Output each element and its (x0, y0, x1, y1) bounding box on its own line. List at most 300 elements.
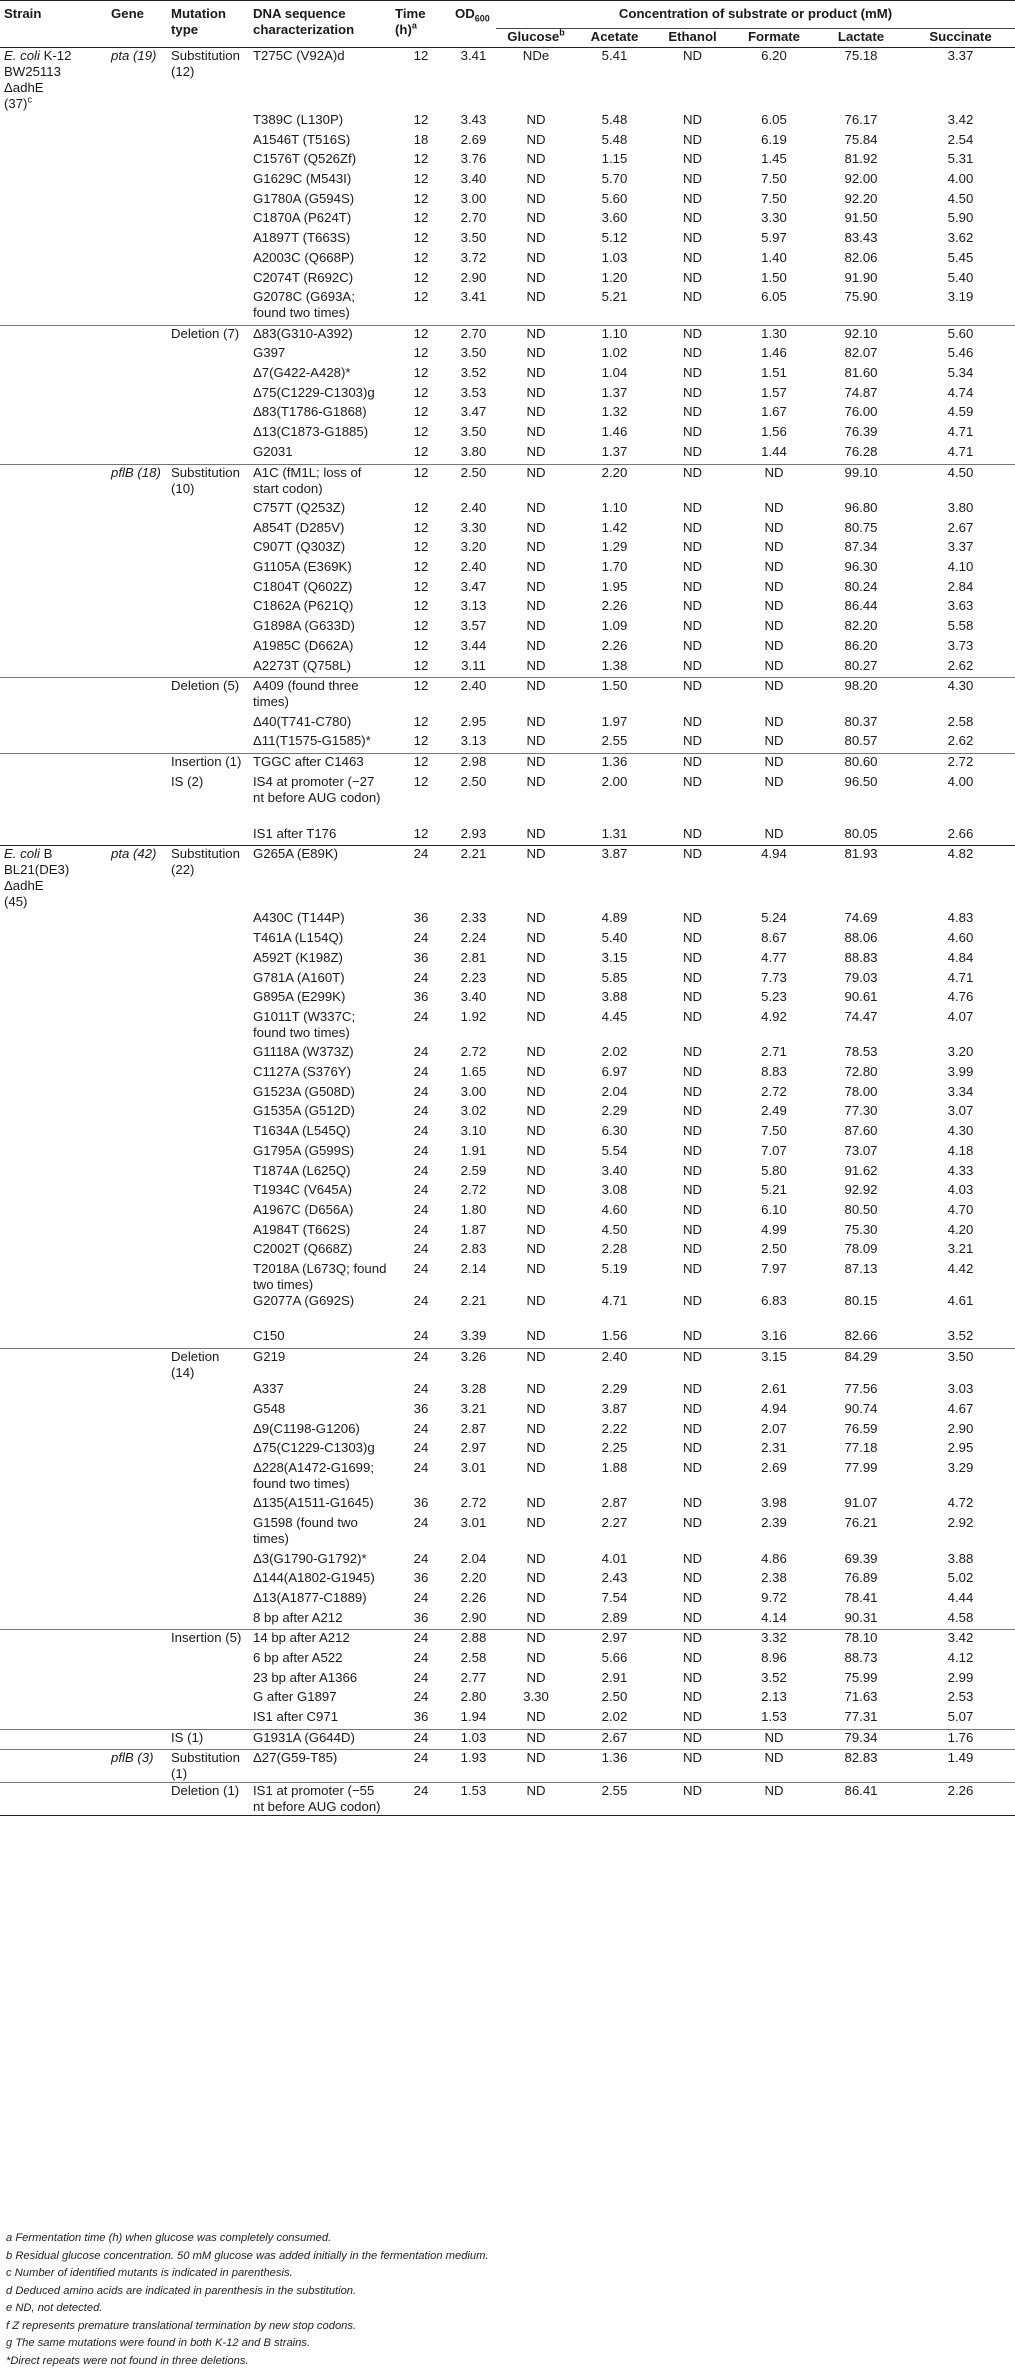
ethanol-cell: ND (682, 1103, 703, 1119)
od600-cell: 2.70 (460, 210, 487, 226)
dna-sequence-cell: G1780A (G594S) (253, 190, 355, 206)
succinate-cell: 4.20 (947, 1221, 974, 1237)
header-succinate: Succinate (906, 29, 1015, 48)
glucose-cell: ND (526, 969, 546, 985)
od600-cell: 2.04 (460, 1550, 487, 1566)
succinate-cell: 5.58 (947, 618, 974, 634)
table-row (0, 289, 1015, 325)
formate-cell: ND (764, 578, 784, 594)
gene-cell (107, 520, 167, 540)
od600-cell: 3.01 (460, 1459, 487, 1475)
mutation-type-cell (167, 345, 249, 365)
formate-cell: 6.20 (732, 48, 816, 113)
od600-cell: 3.47 (460, 578, 487, 594)
strain-cell (0, 1460, 107, 1496)
succinate-cell: 3.20 (947, 1044, 974, 1060)
strain-cell (0, 404, 107, 424)
acetate-cell: 4.01 (601, 1550, 628, 1566)
acetate-cell: 4.50 (601, 1221, 628, 1237)
acetate-cell: 3.40 (601, 1162, 628, 1178)
ethanol-cell: ND (682, 500, 703, 515)
gene-cell (107, 1241, 167, 1261)
table-row (0, 1783, 1015, 1816)
lactate-cell: 80.27 (844, 657, 878, 673)
ethanol-cell: ND (682, 1550, 703, 1566)
formate-cell: 5.80 (761, 1162, 787, 1178)
header-od600: $OD_{600}$ (451, 1, 496, 48)
succinate-cell: 4.61 (947, 1292, 974, 1308)
table-row (0, 754, 1015, 774)
acetate-cell: 1.37 (601, 443, 628, 459)
acetate-cell: 5.12 (601, 230, 628, 246)
gene-cell (107, 910, 167, 930)
gene-cell (107, 774, 167, 826)
lactate-cell: 90.61 (844, 989, 878, 1005)
table-row (0, 658, 1015, 678)
glucose-cell: 3.30 (523, 1689, 549, 1705)
dna-sequence-cell: Δ75(C1229-C1303)g (253, 1440, 375, 1456)
strain-cell (0, 210, 107, 230)
lactate-cell: 86.20 (844, 637, 878, 653)
lactate-cell: 76.21 (844, 1515, 878, 1531)
mutation-type-cell (167, 658, 249, 678)
lactate-cell: 88.83 (844, 949, 878, 965)
mutation-type-cell (167, 1143, 249, 1163)
table-row (0, 1670, 1015, 1690)
succinate-cell: 2.72 (906, 754, 1015, 774)
dna-sequence-cell: C1870A (P624T) (253, 210, 352, 226)
dna-sequence-cell: IS1 after T176 (253, 825, 337, 841)
glucose-cell: ND (526, 1064, 546, 1080)
ethanol-cell: ND (682, 1381, 703, 1397)
time-cell: 24 (413, 1589, 429, 1605)
strain-cell (0, 1570, 107, 1590)
gene-cell (107, 1610, 167, 1630)
mutation-type-cell: Deletion (14) (167, 1349, 249, 1382)
mutation-type-cell (167, 1182, 249, 1202)
glucose-cell: ND (526, 578, 546, 594)
table-row (0, 1222, 1015, 1242)
mutation-type-cell (167, 210, 249, 230)
formate-cell: 7.50 (761, 190, 787, 206)
dna-sequence-cell: G1598 (found two times) (253, 1515, 358, 1547)
dna-sequence-cell: G2078C (G693A; found two times) (253, 289, 355, 321)
succinate-cell: 4.58 (947, 1609, 974, 1625)
lactate-cell: 92.00 (844, 171, 878, 187)
mutation-type-cell (167, 1123, 249, 1143)
succinate-cell: 3.21 (947, 1241, 974, 1257)
lactate-cell: 77.30 (844, 1103, 878, 1119)
formate-cell: 8.83 (761, 1064, 787, 1080)
footnote: c Number of identified mutants is indicated in parenthesis. (6, 2267, 293, 2279)
acetate-cell: 2.22 (601, 1420, 628, 1436)
dna-sequence-cell: Δ144(A1802-G1945) (253, 1570, 375, 1586)
succinate-cell: 4.60 (947, 930, 974, 946)
succinate-cell: 2.92 (947, 1515, 974, 1531)
dna-sequence-cell: IS1 at promoter (−55 nt before AUG codon) (249, 1783, 391, 1816)
table-row (0, 325, 1015, 345)
strain-cell (0, 1084, 107, 1104)
od600-cell: 3.00 (460, 1083, 487, 1099)
dna-sequence-cell: Δ13(C1873-G1885) (253, 424, 369, 440)
table-row (0, 579, 1015, 599)
ethanol-cell: ND (682, 1459, 703, 1475)
formate-cell: 1.51 (761, 365, 787, 381)
ethanol-cell: ND (682, 151, 703, 167)
acetate-cell: 1.31 (601, 825, 628, 841)
mutation-type-cell (167, 1044, 249, 1064)
time-cell: 24 (413, 1550, 429, 1566)
gene-cell (107, 559, 167, 579)
glucose-cell: ND (526, 1123, 546, 1139)
acetate-cell: 1.04 (601, 365, 628, 381)
table-row (0, 1709, 1015, 1729)
mutation-type-cell (167, 559, 249, 579)
succinate-cell: 4.59 (947, 404, 974, 420)
strain-cell (0, 1381, 107, 1401)
od600-cell: 3.39 (460, 1328, 487, 1344)
table-row (0, 365, 1015, 385)
table-row (0, 714, 1015, 734)
acetate-cell: 1.32 (601, 404, 628, 420)
dna-sequence-cell: Δ7(G422-A428)* (253, 365, 351, 381)
glucose-cell: ND (526, 1550, 546, 1566)
strain-cell (0, 112, 107, 132)
formate-cell: 2.31 (761, 1440, 787, 1456)
time-cell: 24 (413, 1008, 429, 1024)
ethanol-cell: ND (682, 1669, 703, 1685)
succinate-cell: 4.00 (947, 171, 974, 187)
time-cell: 24 (413, 1260, 429, 1276)
od600-cell: 2.40 (460, 500, 487, 515)
strain-cell (0, 1551, 107, 1571)
succinate-cell: 2.26 (906, 1783, 1015, 1816)
dna-sequence-cell: Δ228(A1472-G1699; found two times) (253, 1459, 374, 1491)
od600-cell: 2.40 (451, 678, 496, 714)
strain-cell (0, 733, 107, 753)
strain-cell: E. coli K-12 BW25113 ΔadhE $(37)^c$ (0, 48, 107, 113)
table-row (0, 500, 1015, 520)
dna-sequence-cell: IS4 at promoter (−27 nt before AUG codon) (253, 773, 381, 805)
acetate-cell: 5.85 (601, 969, 628, 985)
gene-cell (107, 1222, 167, 1242)
header-mutation-type: Mutation type (167, 1, 249, 48)
lactate-cell: 75.84 (844, 131, 878, 147)
mutation-type-cell (167, 638, 249, 658)
gene-cell (107, 1783, 167, 1816)
glucose-cell: NDe (496, 48, 576, 113)
time-cell: 12 (413, 637, 429, 653)
ethanol-cell: ND (682, 539, 703, 555)
gene-cell (107, 1495, 167, 1515)
dna-sequence-cell: G1523A (G508D) (253, 1083, 355, 1099)
strain-cell (0, 289, 107, 325)
gene-cell (107, 579, 167, 599)
gene-cell (107, 678, 167, 714)
ethanol-cell: ND (682, 1044, 703, 1060)
table-row (0, 1163, 1015, 1183)
lactate-cell: 82.83 (816, 1750, 906, 1783)
strain-cell (0, 151, 107, 171)
succinate-cell: 2.62 (947, 657, 974, 673)
formate-cell: ND (764, 825, 784, 841)
table-row (0, 404, 1015, 424)
time-cell: 12 (391, 464, 451, 500)
ethanol-cell: ND (682, 1328, 703, 1344)
lactate-cell: 78.41 (844, 1589, 878, 1605)
od600-cell: 3.80 (460, 443, 487, 459)
table-row (0, 191, 1015, 211)
dna-sequence-cell: Δ135(A1511-G1645) (253, 1495, 374, 1511)
lactate-cell: 74.69 (844, 910, 878, 926)
time-cell: 24 (413, 1515, 429, 1531)
lactate-cell: 78.09 (844, 1241, 878, 1257)
formate-cell: ND (732, 1783, 816, 1816)
time-cell: 24 (413, 1689, 429, 1705)
glucose-cell: ND (526, 171, 546, 187)
succinate-cell: 5.34 (947, 365, 974, 381)
od600-cell: 3.72 (460, 249, 487, 265)
time-cell: 24 (413, 1669, 429, 1685)
mutation-type-cell (167, 1293, 249, 1329)
dna-sequence-cell: T1874A (L625Q) (253, 1162, 351, 1178)
lactate-cell: 78.00 (844, 1083, 878, 1099)
gene-cell (107, 345, 167, 365)
strain-cell (0, 638, 107, 658)
mutation-type-cell (167, 733, 249, 753)
glucose-cell: ND (526, 249, 546, 265)
strain-cell (0, 520, 107, 540)
table-row (0, 1349, 1015, 1382)
gene-cell (107, 598, 167, 618)
dna-sequence-cell: C2074T (R692C) (253, 269, 354, 285)
strain-cell (0, 826, 107, 846)
mutation-type-cell (167, 1650, 249, 1670)
formate-cell: 6.10 (761, 1201, 787, 1217)
mutation-type-cell (167, 1381, 249, 1401)
table-row (0, 618, 1015, 638)
od600-cell: 3.50 (460, 424, 487, 440)
formate-cell: 1.44 (761, 443, 787, 459)
glucose-cell: ND (526, 365, 546, 381)
dna-sequence-cell: C150 (253, 1328, 285, 1344)
time-cell: 12 (413, 598, 429, 614)
mutation-type-cell (167, 910, 249, 930)
lactate-cell: 74.47 (844, 1008, 878, 1024)
formate-cell: 6.05 (761, 112, 787, 127)
table-row (0, 1241, 1015, 1261)
ethanol-cell: ND (682, 1142, 703, 1158)
lactate-cell: 91.90 (844, 269, 878, 285)
od600-cell: 1.80 (460, 1201, 487, 1217)
gene-cell (107, 1143, 167, 1163)
strain-cell (0, 559, 107, 579)
succinate-cell: 2.99 (947, 1669, 974, 1685)
ethanol-cell: ND (682, 1650, 703, 1665)
ethanol-cell: ND (682, 404, 703, 420)
table-row (0, 1123, 1015, 1143)
table-row (0, 151, 1015, 171)
lactate-cell: 80.37 (844, 713, 878, 729)
succinate-cell: 3.37 (947, 539, 974, 555)
formate-cell: 1.40 (761, 249, 787, 265)
succinate-cell: 4.76 (947, 989, 974, 1005)
table-row (0, 1064, 1015, 1084)
od600-cell: 3.26 (451, 1349, 496, 1382)
acetate-cell: 2.20 (576, 464, 653, 500)
ethanol-cell: ND (682, 1420, 703, 1436)
formate-cell: 4.86 (761, 1550, 787, 1566)
mutation-type-cell (167, 365, 249, 385)
ethanol-cell: ND (653, 1729, 732, 1750)
dna-sequence-cell: G895A (E299K) (253, 989, 346, 1005)
glucose-cell: ND (526, 618, 546, 634)
lactate-cell: 75.99 (844, 1669, 878, 1685)
lactate-cell: 92.92 (844, 1182, 878, 1198)
table-row (0, 1182, 1015, 1202)
ethanol-cell: ND (682, 1589, 703, 1605)
lactate-cell: 82.66 (844, 1328, 878, 1344)
table-row (0, 678, 1015, 714)
dna-sequence-cell: A409 (found three times) (249, 678, 391, 714)
dna-sequence-cell: C757T (Q253Z) (253, 500, 346, 515)
strain-cell (0, 1009, 107, 1045)
ethanol-cell: ND (682, 1064, 703, 1080)
mutation-type-cell: Substitution (1) (167, 1750, 249, 1783)
glucose-cell: ND (526, 1589, 546, 1605)
table-row (0, 638, 1015, 658)
glucose-cell: ND (526, 443, 546, 459)
lactate-cell: 76.00 (844, 404, 878, 420)
formate-cell: ND (764, 519, 784, 535)
lactate-cell: 92.20 (844, 190, 878, 206)
od600-cell: 3.28 (460, 1381, 487, 1397)
mutation-type-cell (167, 1222, 249, 1242)
strain-cell (0, 1650, 107, 1670)
time-cell: 24 (391, 1349, 451, 1382)
acetate-cell: 2.40 (576, 1349, 653, 1382)
strain-cell (0, 1401, 107, 1421)
succinate-cell: 4.74 (947, 384, 974, 400)
strain-cell (0, 1590, 107, 1610)
glucose-cell: ND (496, 754, 576, 774)
time-cell: 12 (413, 559, 429, 575)
time-cell: 24 (413, 1241, 429, 1257)
glucose-cell: ND (526, 131, 546, 147)
glucose-cell: ND (526, 1440, 546, 1456)
od600-cell: 1.53 (451, 1783, 496, 1816)
table-row (0, 1440, 1015, 1460)
time-cell: 12 (413, 404, 429, 420)
succinate-cell: 3.73 (947, 637, 974, 653)
od600-cell: 2.70 (451, 325, 496, 345)
acetate-cell: 3.15 (601, 949, 628, 965)
dna-sequence-cell: A1967C (D656A) (253, 1201, 354, 1217)
dna-sequence-cell: 8 bp after A212 (253, 1609, 343, 1625)
ethanol-cell: ND (682, 171, 703, 187)
succinate-cell: 3.07 (947, 1103, 974, 1119)
ethanol-cell: ND (682, 1182, 703, 1198)
glucose-cell: ND (526, 1103, 546, 1119)
mutation-type-cell: IS (1) (167, 1729, 249, 1750)
ethanol-cell: ND (682, 598, 703, 614)
glucose-cell: ND (526, 500, 546, 515)
od600-cell: 3.50 (460, 345, 487, 361)
ethanol-cell: ND (682, 112, 703, 127)
strain-cell (0, 579, 107, 599)
lactate-cell: 72.80 (844, 1064, 878, 1080)
mutation-type-cell (167, 989, 249, 1009)
dna-sequence-cell: Δ83(G310-A392) (249, 325, 391, 345)
succinate-cell: 1.76 (906, 1729, 1015, 1750)
od600-cell: 1.65 (460, 1064, 487, 1080)
gene-cell (107, 950, 167, 970)
strain-cell (0, 970, 107, 990)
time-cell: 12 (413, 190, 429, 206)
succinate-cell: 3.19 (947, 289, 974, 305)
dna-sequence-cell: Δ83(T1786-G1868) (253, 404, 367, 420)
time-cell: 24 (413, 1083, 429, 1099)
strain-cell (0, 500, 107, 520)
time-cell: 24 (413, 1103, 429, 1119)
formate-cell: 4.94 (732, 846, 816, 911)
acetate-cell: 3.87 (576, 846, 653, 911)
lactate-cell: 98.20 (816, 678, 906, 714)
ethanol-cell: ND (653, 464, 732, 500)
formate-cell: 3.16 (761, 1328, 787, 1344)
lactate-cell: 88.06 (844, 930, 878, 946)
succinate-cell: 1.49 (906, 1750, 1015, 1783)
dna-sequence-cell: T2018A (L673Q; found two times) (253, 1260, 387, 1292)
gene-cell (107, 1590, 167, 1610)
table-row (0, 1610, 1015, 1630)
glucose-cell: ND (526, 1083, 546, 1099)
strain-cell (0, 598, 107, 618)
mutation-type-cell (167, 1515, 249, 1551)
dna-sequence-cell: Δ13(A1877-C1889) (253, 1589, 367, 1605)
glucose-cell: ND (526, 1241, 546, 1257)
strain-cell (0, 539, 107, 559)
dna-sequence-cell: Δ75(C1229-C1303)g (253, 384, 375, 400)
formate-cell: 2.13 (761, 1689, 787, 1705)
gene-cell (107, 1182, 167, 1202)
acetate-cell: 2.25 (601, 1440, 628, 1456)
gene-cell (107, 930, 167, 950)
table-row (0, 1460, 1015, 1496)
mutation-type-cell (167, 191, 249, 211)
time-cell: 12 (413, 345, 429, 361)
lactate-cell: 87.34 (844, 539, 878, 555)
mutation-type-cell (167, 1460, 249, 1496)
mutation-type-cell (167, 714, 249, 734)
glucose-cell: ND (526, 1400, 546, 1416)
acetate-cell: 5.41 (576, 48, 653, 113)
acetate-cell: 4.60 (601, 1201, 628, 1217)
glucose-cell: ND (526, 733, 546, 749)
od600-cell: 3.21 (460, 1400, 487, 1416)
formate-cell: 3.15 (732, 1349, 816, 1382)
od600-cell: 1.03 (451, 1729, 496, 1750)
dna-sequence-cell: Δ3(G1790-G1792)* (253, 1550, 367, 1566)
succinate-cell: 5.07 (947, 1709, 974, 1725)
succinate-cell: 3.03 (947, 1381, 974, 1397)
acetate-cell: 5.70 (601, 171, 628, 187)
ethanol-cell: ND (682, 713, 703, 729)
formate-cell: ND (764, 559, 784, 575)
table-row (0, 230, 1015, 250)
succinate-cell: 4.30 (947, 1123, 974, 1139)
strain-cell (0, 1670, 107, 1690)
